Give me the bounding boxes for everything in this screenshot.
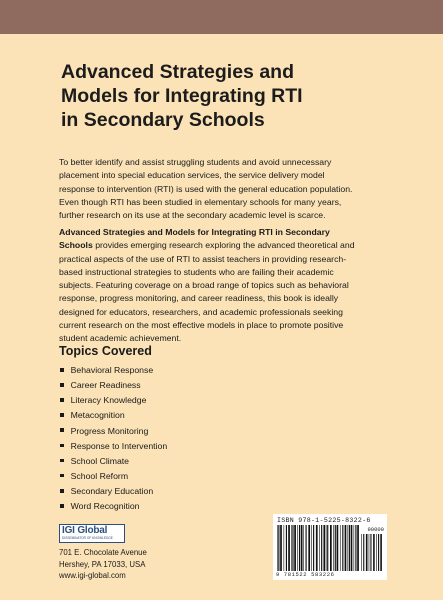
bullet-icon [60,504,64,508]
barcode-bar [291,525,292,571]
barcode-bar [294,525,296,571]
topic-label: Secondary Education [70,486,154,497]
topic-label: School Reform [70,470,129,481]
barcode-bar [342,525,343,571]
topic-label: Word Recognition [70,501,140,512]
book-title [61,60,391,132]
barcode-bar [345,525,347,571]
barcode-bar [319,525,320,571]
topic-label: School Climate [70,455,130,466]
barcode-bar [303,525,304,571]
description-line: designed for educators, researchers, and academic professionals seeking [59,306,343,317]
barcode-bar [373,534,375,571]
logo-tagline: DISSEMINATOR OF KNOWLEDGE [62,536,113,540]
description-line: subjects. Featuring coverage on a broad range of topics such as behavioral [59,280,349,291]
title-line: Advanced Strategies and [61,61,294,83]
topics-list [58,363,167,514]
barcode-bar [292,525,293,571]
barcode-bar [378,534,379,571]
barcode-bar [280,525,282,571]
publisher-block [59,524,147,582]
barcode-bar [326,525,327,571]
barcode-bar [361,534,362,571]
barcode-bar [308,525,310,571]
intro-line: further research on its use at the secondary academic level is scarce. [59,210,326,221]
intro-line: response to intervention (RTI) is used with the general education population. [59,183,353,194]
barcode-bar [299,525,300,571]
barcode-bar [316,525,318,571]
barcode-bar [366,534,368,571]
publisher-address [59,547,147,582]
topic-label: Career Readiness [70,380,141,391]
ean-digits: 9 781522 583226 [276,571,335,578]
topic-item [58,424,167,439]
top-color-band [0,0,443,34]
barcode-bar [321,525,322,571]
description-line: student academic achievement. [59,333,182,344]
bullet-icon [60,459,64,463]
topic-item [58,378,167,393]
barcode-bar [351,525,353,571]
barcode-bar [355,525,356,571]
barcode-bar [369,534,370,571]
barcode-bar [354,525,355,571]
topic-item [58,454,167,469]
isbn-text: ISBN 978-1-5225-8322-6 [277,517,371,524]
description-line: current research on the most effective models in place to promote positive [59,320,344,331]
barcode-bar [370,534,371,571]
bullet-icon [60,489,64,493]
logo-name: IGI Global [62,525,108,536]
barcode-bar [297,525,298,571]
bullet-icon [60,413,64,417]
book-title-mention: Schools [59,240,93,251]
intro-paragraph [59,156,399,222]
barcode-bar [311,525,312,571]
intro-line: placement into special education services, the service delivery model [59,170,325,181]
topic-label: Response to Intervention [70,440,168,451]
barcode-bar [330,525,332,571]
topic-item [58,499,167,514]
barcode-bar [288,525,290,571]
barcode-bar [323,525,325,571]
title-line: Models for Integrating RTI [61,85,303,107]
barcode-bar [380,534,382,571]
barcode-bar [357,525,359,571]
bullet-icon [60,368,64,372]
topic-label: Literacy Knowledge [70,395,147,406]
bullet-icon [60,474,64,478]
intro-line: To better identify and assist struggling students and avoid unnecessary [59,157,332,167]
barcode-bar [376,534,377,571]
description-line [59,239,399,252]
topic-item [58,363,167,378]
barcode-bar [363,534,364,571]
bullet-icon [60,428,64,432]
address-line: 701 E. Chocolate Avenue [59,548,147,557]
bullet-icon [60,444,64,448]
topic-label: Metacognition [70,410,125,421]
description-line: based instructional strategies to students who are failing their academic [59,266,334,277]
addon-barcode-bars [361,534,383,571]
topic-item [58,439,167,454]
barcode-bar [348,525,349,571]
barcode-bar [349,525,350,571]
description-line [59,226,399,239]
address-line: Hershey, PA 17033, USA [59,559,146,569]
barcode-bar [333,525,334,571]
price-addon-digits: 90000 [367,526,384,533]
barcode-bar [284,525,285,571]
barcode-bar [327,525,328,571]
topics-heading: Topics Covered [59,344,152,358]
book-title-mention: Advanced Strategies and Models for Integrating RTI in Secondary [59,227,330,237]
barcode-bar [306,525,307,571]
description-line: response, progress monitoring, and career readiness, this book is ideally [59,293,339,304]
bullet-icon [60,383,64,387]
barcode-bar [301,525,303,571]
bullet-icon [60,398,64,402]
topic-item [58,393,167,408]
barcode-bar [335,525,336,571]
publisher-website: www.igi-global.com [59,571,126,580]
barcode-bar [278,525,279,571]
description-paragraph [59,226,399,346]
barcode-bar [286,525,287,571]
barcode-bar [337,525,339,571]
publisher-logo [59,524,125,543]
topic-item [58,484,167,499]
topic-item [58,408,167,423]
isbn-barcode [273,514,387,580]
barcode-bar [277,525,278,571]
barcode-bar [313,525,314,571]
description-text: provides emerging research exploring the advanced theoretical and [92,240,355,251]
description-line: practical aspects of the use of RTI to assist teachers in providing research- [59,253,347,264]
intro-line: Even though RTI has been studied in elementary schools for many years, [59,196,342,207]
barcode-bar [340,525,341,571]
topic-label: Behavioral Response [70,365,154,375]
title-line: in Secondary Schools [61,109,265,131]
topic-item [58,469,167,484]
topic-label: Progress Monitoring [70,425,149,436]
ean-barcode-bars [277,525,359,571]
